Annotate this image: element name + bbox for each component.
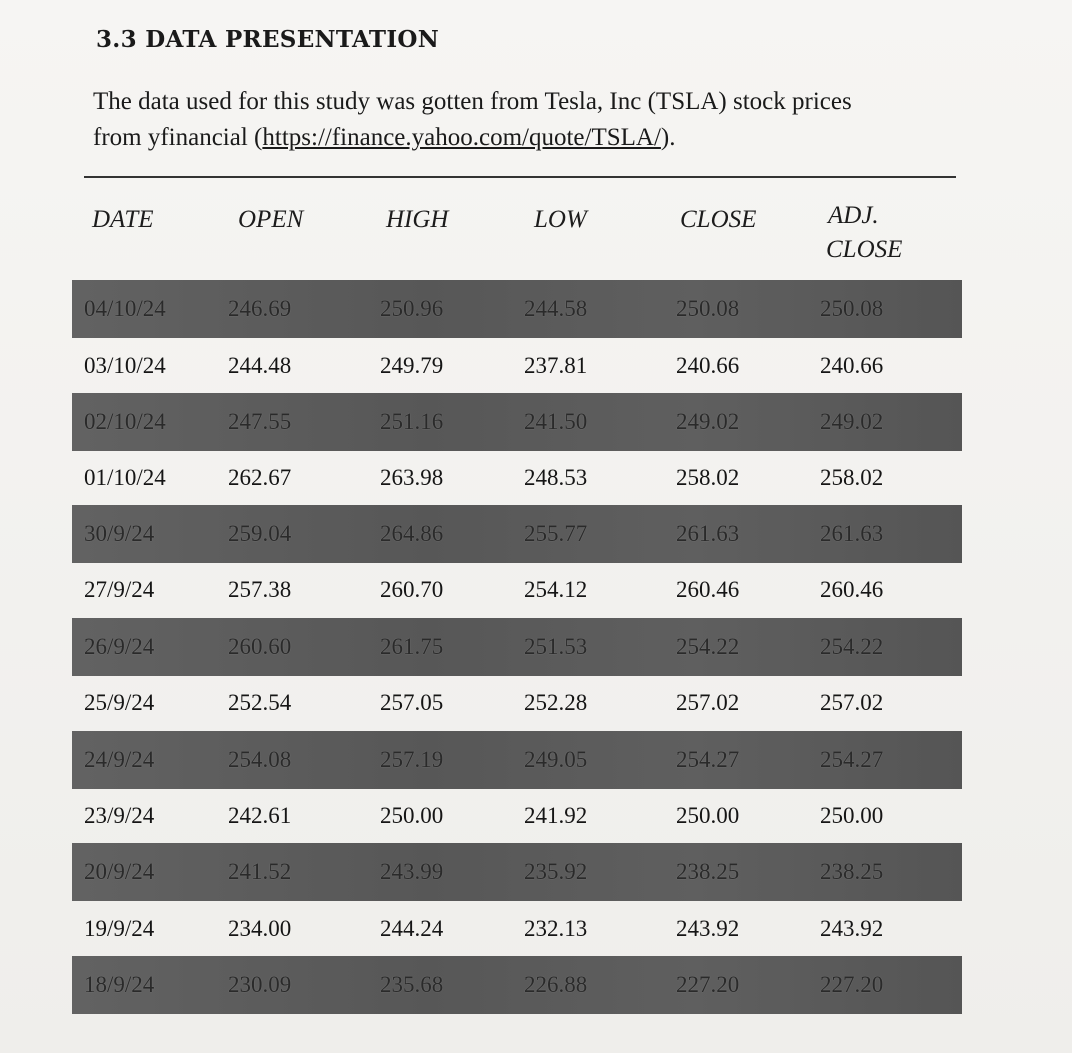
cell-date: 26/9/24 <box>84 634 155 659</box>
table-row <box>72 561 962 619</box>
cell-close: 261.63 <box>676 521 740 546</box>
cell-low: 244.58 <box>524 296 588 321</box>
cell-low: 254.12 <box>524 577 588 602</box>
cell-high: 243.99 <box>380 859 444 884</box>
cell-date: 24/9/24 <box>84 747 155 772</box>
cell-high: 257.19 <box>380 747 444 772</box>
cell-high: 249.79 <box>380 353 444 378</box>
cell-close: 257.02 <box>676 690 740 715</box>
cell-date: 19/9/24 <box>84 916 155 941</box>
cell-high: 244.24 <box>380 916 444 941</box>
cell-high: 251.16 <box>380 409 444 434</box>
cell-adj-close: 260.46 <box>820 577 884 602</box>
cell-close: 250.08 <box>676 296 740 321</box>
cell-open: 244.48 <box>228 353 292 378</box>
cell-close: 260.46 <box>676 577 740 602</box>
cell-low: 255.77 <box>524 521 588 546</box>
cell-open: 257.38 <box>228 577 292 602</box>
cell-high: 235.68 <box>380 972 444 997</box>
cell-low: 249.05 <box>524 747 588 772</box>
cell-low: 226.88 <box>524 972 588 997</box>
cell-date: 03/10/24 <box>84 353 166 378</box>
cell-adj-close: 258.02 <box>820 465 884 490</box>
cell-high: 250.96 <box>380 296 444 321</box>
table-row <box>72 843 962 901</box>
table-row <box>72 449 962 507</box>
cell-open: 252.54 <box>228 690 292 715</box>
cell-low: 251.53 <box>524 634 588 659</box>
cell-high: 260.70 <box>380 577 444 602</box>
cell-adj-close: 257.02 <box>820 690 884 715</box>
table-row <box>72 956 962 1014</box>
cell-date: 20/9/24 <box>84 859 155 884</box>
cell-date: 01/10/24 <box>84 465 166 490</box>
cell-open: 242.61 <box>228 803 292 828</box>
column-header-high: HIGH <box>386 206 449 233</box>
cell-open: 234.00 <box>228 916 292 941</box>
table-row <box>72 393 962 451</box>
cell-close: 250.00 <box>676 803 740 828</box>
cell-close: 254.22 <box>676 634 740 659</box>
cell-date: 02/10/24 <box>84 409 166 434</box>
cell-low: 241.50 <box>524 409 588 434</box>
cell-close: 227.20 <box>676 972 740 997</box>
cell-high: 250.00 <box>380 803 444 828</box>
intro-line-2-suffix: ). <box>660 124 676 151</box>
source-link[interactable]: https://finance.yahoo.com/quote/TSLA/ <box>262 124 661 151</box>
cell-close: 240.66 <box>676 353 740 378</box>
cell-low: 248.53 <box>524 465 588 490</box>
column-header-close: CLOSE <box>680 206 757 233</box>
cell-open: 246.69 <box>228 296 292 321</box>
column-header-open: OPEN <box>238 206 304 233</box>
cell-adj-close: 250.08 <box>820 296 884 321</box>
cell-high: 264.86 <box>380 521 444 546</box>
cell-high: 257.05 <box>380 690 444 715</box>
cell-date: 04/10/24 <box>84 296 166 321</box>
stock-price-table <box>72 268 976 1018</box>
cell-date: 25/9/24 <box>84 690 155 715</box>
table-row <box>72 731 962 789</box>
column-header-low: LOW <box>534 206 587 233</box>
intro-paragraph <box>93 84 993 156</box>
column-header-date: DATE <box>92 206 154 233</box>
cell-close: 243.92 <box>676 916 740 941</box>
cell-date: 27/9/24 <box>84 577 155 602</box>
cell-open: 247.55 <box>228 409 292 434</box>
cell-adj-close: 227.20 <box>820 972 884 997</box>
cell-adj-close: 238.25 <box>820 859 884 884</box>
cell-close: 258.02 <box>676 465 740 490</box>
cell-adj-close: 250.00 <box>820 803 884 828</box>
horizontal-rule <box>84 176 956 178</box>
cell-open: 262.67 <box>228 465 292 490</box>
cell-low: 235.92 <box>524 859 588 884</box>
cell-date: 23/9/24 <box>84 803 155 828</box>
cell-date: 30/9/24 <box>84 521 155 546</box>
cell-close: 254.27 <box>676 747 740 772</box>
cell-close: 238.25 <box>676 859 740 884</box>
intro-line-2 <box>93 120 993 156</box>
table-row <box>72 900 962 958</box>
table-row <box>72 618 962 676</box>
table-row <box>72 787 962 845</box>
cell-adj-close: 249.02 <box>820 409 884 434</box>
cell-adj-close: 261.63 <box>820 521 884 546</box>
cell-low: 241.92 <box>524 803 588 828</box>
cell-adj-close: 240.66 <box>820 353 884 378</box>
table-row <box>72 280 962 338</box>
cell-adj-close: 254.27 <box>820 747 884 772</box>
cell-open: 254.08 <box>228 747 292 772</box>
intro-line-2-prefix: from yfinancial ( <box>93 124 263 151</box>
table-row <box>72 674 962 732</box>
cell-high: 263.98 <box>380 465 444 490</box>
cell-adj-close: 243.92 <box>820 916 884 941</box>
column-header-adj-close: CLOSE <box>826 236 903 263</box>
table-row <box>72 337 962 395</box>
cell-low: 237.81 <box>524 353 588 378</box>
cell-open: 241.52 <box>228 859 292 884</box>
cell-date: 18/9/24 <box>84 972 155 997</box>
cell-adj-close: 254.22 <box>820 634 884 659</box>
cell-high: 261.75 <box>380 634 444 659</box>
section-title: 3.3 DATA PRESENTATION <box>96 26 440 53</box>
intro-line-1: The data used for this study was gotten from Tesla, Inc (TSLA) stock prices <box>93 88 852 115</box>
cell-low: 252.28 <box>524 690 588 715</box>
column-header-adj: ADJ. <box>828 202 879 229</box>
cell-close: 249.02 <box>676 409 740 434</box>
cell-low: 232.13 <box>524 916 588 941</box>
cell-open: 230.09 <box>228 972 292 997</box>
table-row <box>72 505 962 563</box>
cell-open: 259.04 <box>228 521 292 546</box>
cell-open: 260.60 <box>228 634 292 659</box>
